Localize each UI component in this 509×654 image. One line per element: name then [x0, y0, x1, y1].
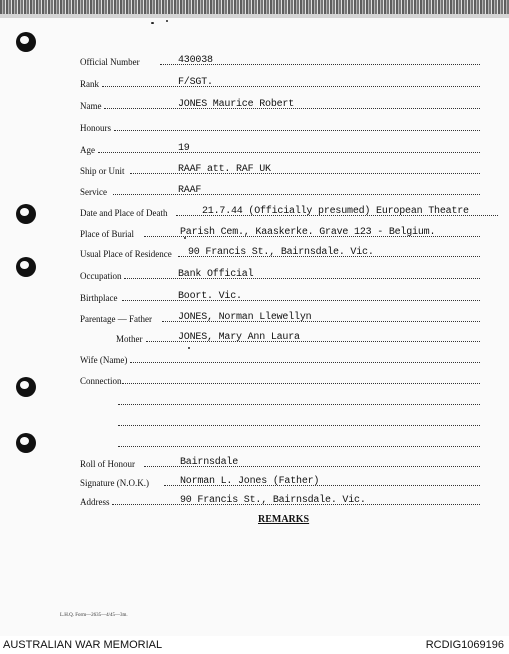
field-value: RAAF att. RAF UK — [178, 164, 271, 175]
field-signature-nok — [80, 475, 480, 489]
field-usual-residence — [80, 246, 480, 260]
field-parentage-mother — [116, 331, 480, 345]
field-label: Official Number — [80, 57, 140, 67]
scan-edge-shadow — [0, 14, 509, 18]
field-occupation — [80, 268, 480, 282]
field-value: Boort. Vic. — [178, 291, 242, 302]
footer-bar — [0, 636, 509, 654]
field-value: Norman L. Jones (Father) — [180, 476, 320, 487]
field-label: Parentage — Father — [80, 314, 152, 324]
dotted-line — [113, 194, 480, 195]
archive-credit: AUSTRALIAN WAR MEMORIAL — [3, 639, 163, 651]
field-roll-of-honour — [80, 456, 480, 470]
field-label: Birthplace — [80, 293, 118, 303]
punch-hole-icon — [16, 433, 36, 453]
field-value: 90 Francis St., Bairnsdale. Vic. — [188, 247, 374, 258]
remarks-heading: REMARKS — [258, 514, 310, 525]
field-value: Bairnsdale — [180, 457, 239, 468]
field-place-of-burial — [80, 226, 480, 240]
field-connection — [80, 373, 480, 387]
field-name — [80, 98, 480, 112]
field-value: 21.7.44 (Officially presumed) European Theatre — [202, 206, 469, 217]
field-label: Rank — [80, 79, 99, 89]
field-wife-name — [80, 352, 480, 366]
connection-line — [118, 415, 480, 429]
field-label: Mother — [116, 334, 143, 344]
record-id: RCDIG1069196 — [425, 639, 504, 651]
field-birthplace — [80, 290, 480, 304]
field-label: Connection — [80, 376, 122, 386]
dotted-line — [118, 446, 480, 447]
field-label: Place of Burial — [80, 229, 134, 239]
dotted-line — [118, 425, 480, 426]
field-age — [80, 142, 480, 156]
field-value: JONES, Mary Ann Laura — [178, 332, 300, 343]
field-honours — [80, 120, 480, 134]
punch-hole-icon — [16, 204, 36, 224]
field-label: Occupation — [80, 271, 122, 281]
field-parentage-father — [80, 311, 480, 325]
field-label: Service — [80, 187, 107, 197]
field-label: Signature (N.O.K.) — [80, 478, 149, 488]
field-value: JONES, Norman Llewellyn — [178, 312, 312, 323]
scan-edge-band — [0, 0, 509, 14]
field-ship-or-unit — [80, 163, 480, 177]
connection-line — [118, 394, 480, 408]
field-value: JONES Maurice Robert — [178, 99, 295, 110]
field-value: F/SGT. — [178, 77, 213, 88]
connection-line — [118, 436, 480, 450]
field-address — [80, 494, 480, 508]
field-label: Honours — [80, 123, 111, 133]
field-value: RAAF — [178, 185, 202, 196]
field-value: 19 — [178, 143, 190, 154]
field-label: Roll of Honour — [80, 459, 135, 469]
field-date-place-of-death — [80, 205, 498, 219]
dotted-line — [98, 152, 480, 153]
field-label: Age — [80, 145, 95, 155]
field-value: 430038 — [178, 55, 213, 66]
dotted-line — [102, 86, 480, 87]
form-number: L.H.Q. Form—2635—4/45—3m. — [60, 613, 128, 618]
field-service — [80, 184, 480, 198]
dotted-line — [130, 362, 480, 363]
dotted-line — [114, 130, 480, 131]
field-label: Wife (Name) — [80, 355, 128, 365]
field-value: 90 Francis St., Bairnsdale. Vic. — [180, 495, 366, 506]
field-label: Usual Place of Residence — [80, 249, 172, 259]
field-value: Bank Official — [178, 269, 254, 280]
field-label: Address — [80, 497, 110, 507]
scan-speck — [188, 347, 190, 349]
dotted-line — [122, 300, 480, 301]
punch-hole-icon — [16, 32, 36, 52]
field-label: Date and Place of Death — [80, 208, 168, 218]
field-rank — [80, 76, 480, 90]
scan-speck — [151, 22, 154, 24]
field-label: Name — [80, 101, 102, 111]
field-official-number — [80, 54, 480, 68]
dotted-line — [122, 383, 480, 384]
dotted-line — [118, 404, 480, 405]
punch-hole-icon — [16, 257, 36, 277]
field-value: Parish Cem., Kaaskerke. Grave 123 - Belgium. — [180, 227, 436, 238]
punch-hole-icon — [16, 377, 36, 397]
field-label: Ship or Unit — [80, 166, 125, 176]
scan-speck — [166, 20, 168, 22]
